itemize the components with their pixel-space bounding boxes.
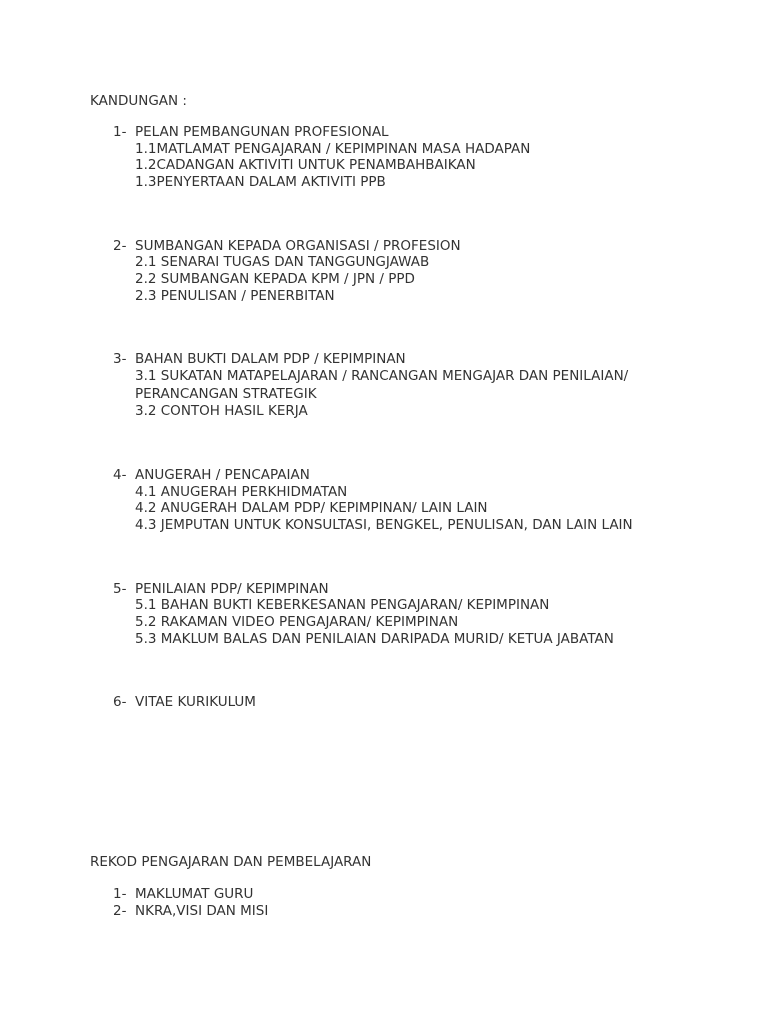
section-1-item: 1.3PENYERTAAN DALAM AKTIVITI PPB (135, 174, 386, 190)
record-item-1-number: 1- (113, 886, 127, 902)
section-3-item: PERANCANGAN STRATEGIK (135, 386, 317, 402)
contents-heading: KANDUNGAN : (90, 93, 187, 109)
section-2-item: 2.1 SENARAI TUGAS DAN TANGGUNGJAWAB (135, 254, 430, 270)
section-1-item: 1.1MATLAMAT PENGAJARAN / KEPIMPINAN MASA HADAPAN (135, 141, 531, 157)
section-3-title: BAHAN BUKTI DALAM PDP / KEPIMPINAN (135, 351, 406, 367)
section-5-item: 5.1 BAHAN BUKTI KEBERKESANAN PENGAJARAN/ KEPIMPINAN (135, 597, 550, 613)
section-5-item: 5.3 MAKLUM BALAS DAN PENILAIAN DARIPADA MURID/ KETUA JABATAN (135, 631, 614, 647)
section-4-item: 4.3 JEMPUTAN UNTUK KONSULTASI, BENGKEL, PENULISAN, DAN LAIN LAIN (135, 517, 633, 533)
section-2-number: 2- (113, 238, 127, 254)
section-2-item: 2.3 PENULISAN / PENERBITAN (135, 288, 335, 304)
section-6-title: VITAE KURIKULUM (135, 694, 256, 710)
section-4-item: 4.2 ANUGERAH DALAM PDP/ KEPIMPINAN/ LAIN LAIN (135, 500, 488, 516)
record-heading: REKOD PENGAJARAN DAN PEMBELAJARAN (90, 854, 372, 870)
record-item-1-title: MAKLUMAT GURU (135, 886, 254, 902)
section-1-title: PELAN PEMBANGUNAN PROFESIONAL (135, 124, 389, 140)
record-item-2-number: 2- (113, 903, 127, 919)
section-3-number: 3- (113, 351, 127, 367)
section-4-title: ANUGERAH / PENCAPAIAN (135, 467, 310, 483)
section-4-item: 4.1 ANUGERAH PERKHIDMATAN (135, 484, 348, 500)
section-2-item: 2.2 SUMBANGAN KEPADA KPM / JPN / PPD (135, 271, 415, 287)
section-5-title: PENILAIAN PDP/ KEPIMPINAN (135, 581, 329, 597)
section-1-number: 1- (113, 124, 127, 140)
section-6-number: 6- (113, 694, 127, 710)
section-5-number: 5- (113, 581, 127, 597)
section-2-title: SUMBANGAN KEPADA ORGANISASI / PROFESION (135, 238, 461, 254)
record-item-2-title: NKRA,VISI DAN MISI (135, 903, 269, 919)
section-5-item: 5.2 RAKAMAN VIDEO PENGAJARAN/ KEPIMPINAN (135, 614, 459, 630)
section-3-item: 3.2 CONTOH HASIL KERJA (135, 403, 308, 419)
section-1-item: 1.2CADANGAN AKTIVITI UNTUK PENAMBAHBAIKAN (135, 157, 476, 173)
section-3-item: 3.1 SUKATAN MATAPELAJARAN / RANCANGAN MENGAJAR DAN PENILAIAN/ (135, 368, 629, 384)
section-4-number: 4- (113, 467, 127, 483)
